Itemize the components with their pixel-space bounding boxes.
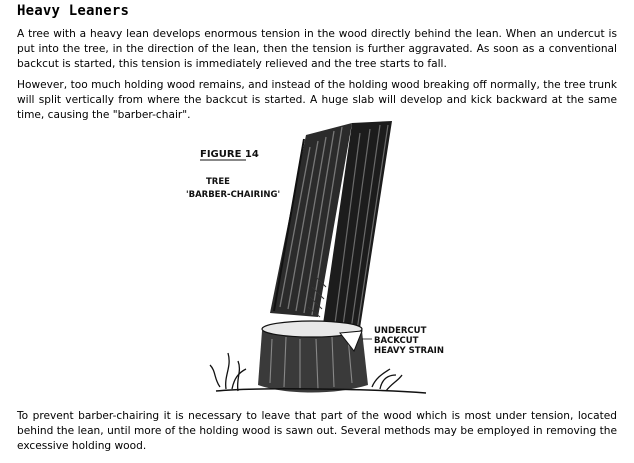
label-undercut: UNDERCUT — [374, 326, 427, 336]
figure-caption-line1: TREE — [206, 177, 230, 187]
figure-caption-line2: 'BARBER-CHAIRING' — [186, 190, 281, 200]
paragraph-heavy-lean-tension: A tree with a heavy lean develops enormous tension in the wood directly behind the lean. When an undercut is put into the tree, in the direction of the lean, then the tension is further aggravated. As soon as a conventional backcut is started, this tension is immediately relieved and the tree starts to fall. — [17, 28, 617, 70]
figure-barber-chairing — [176, 117, 476, 403]
label-backcut: BACKCUT — [374, 336, 419, 346]
section-heading: Heavy Leaners — [17, 3, 130, 19]
paragraph-prevent-barber-chairing: To prevent barber-chairing it is necessary to leave that part of the wood which is most under tension, located behind the lean, until more of the holding wood is sawn out. Several methods may be employed in removing the excessive holding wood. — [17, 410, 617, 452]
figure-title: FIGURE 14 — [200, 149, 259, 160]
paragraph-barber-chair-split: However, too much holding wood remains, and instead of the holding wood breaking off normally, the tree trunk will split vertically from where the backcut is started. A huge slab will develop and kick backward at the same time, causing the "barber-chair". — [17, 79, 617, 121]
label-heavy-strain: HEAVY STRAIN — [374, 346, 444, 356]
